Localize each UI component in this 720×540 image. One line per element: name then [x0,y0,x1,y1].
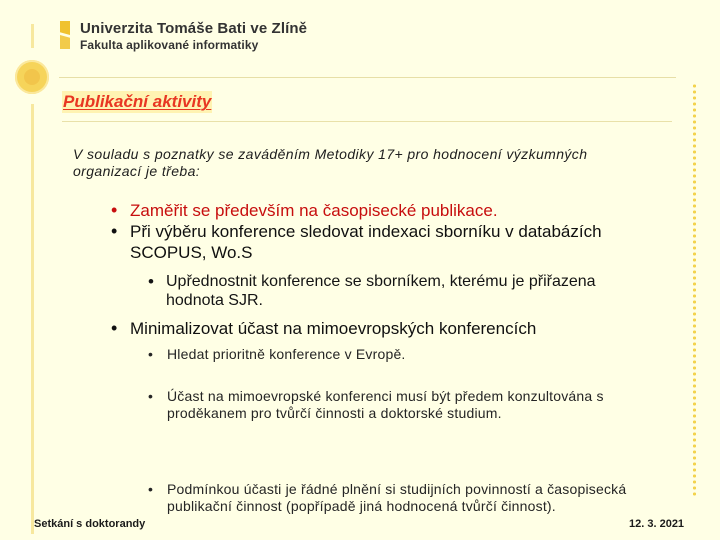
right-dotted-border [692,83,697,498]
title-divider [62,121,672,122]
footer-title: Setkání s doktorandy [34,518,146,530]
faculty-name: Fakulta aplikované informatiky [80,38,259,53]
top-divider [59,77,676,78]
decorative-circle [15,60,49,94]
university-logo [60,20,307,53]
logo-text [80,20,307,53]
main-bullet-list [111,200,671,263]
main-bullet-list-second [111,318,671,339]
bullet-item-conference-indexing: • Při výběru konference sledovat indexaci sborníku v databázích SCOPUS, Wo.S [111,221,671,263]
footer-date: 12. 3. 2021 [629,518,685,530]
bullet-item-minimize-non-european: • Minimalizovat účast na mimoevropských konferencích [111,318,671,339]
small-bullet-item-europe: • Hledat prioritně konference v Evropě. [148,346,668,363]
sub-bullet-sjr: • Upřednostnit konference se sborníkem, kterému je přiřazena hodnota SJR. [148,272,636,310]
intro-text: V souladu s poznatky se zaváděním Metodiky 17+ pro hodnocení výzkumných organizací je třeba: [73,146,588,179]
university-name: Univerzita Tomáše Bati ve Zlíně [80,20,308,37]
logo-mark-icon [60,21,72,49]
small-bullet-list [148,346,668,514]
decorative-left-bar-top [31,24,34,48]
bullet-item-journal-publications: • Zaměřit se především na časopisecké publikace. [111,200,671,221]
logo-shape-top [60,21,70,35]
logo-shape-bottom [60,35,70,49]
small-bullet-item-requirement: • Podmínkou účasti je řádné plnění si studijních povinností a časopisecká publikační činnost (popřípadě jiná hodnocená tvůrčí činnost). [148,481,668,515]
small-bullet-item-consultation: • Účast na mimoevropské konferenci musí být předem konzultována s proděkanem pro tvůrčí činnosti a doktorské studium. [148,388,668,422]
slide-title: Publikační aktivity [63,92,212,111]
decorative-left-bar-bottom [31,104,34,534]
